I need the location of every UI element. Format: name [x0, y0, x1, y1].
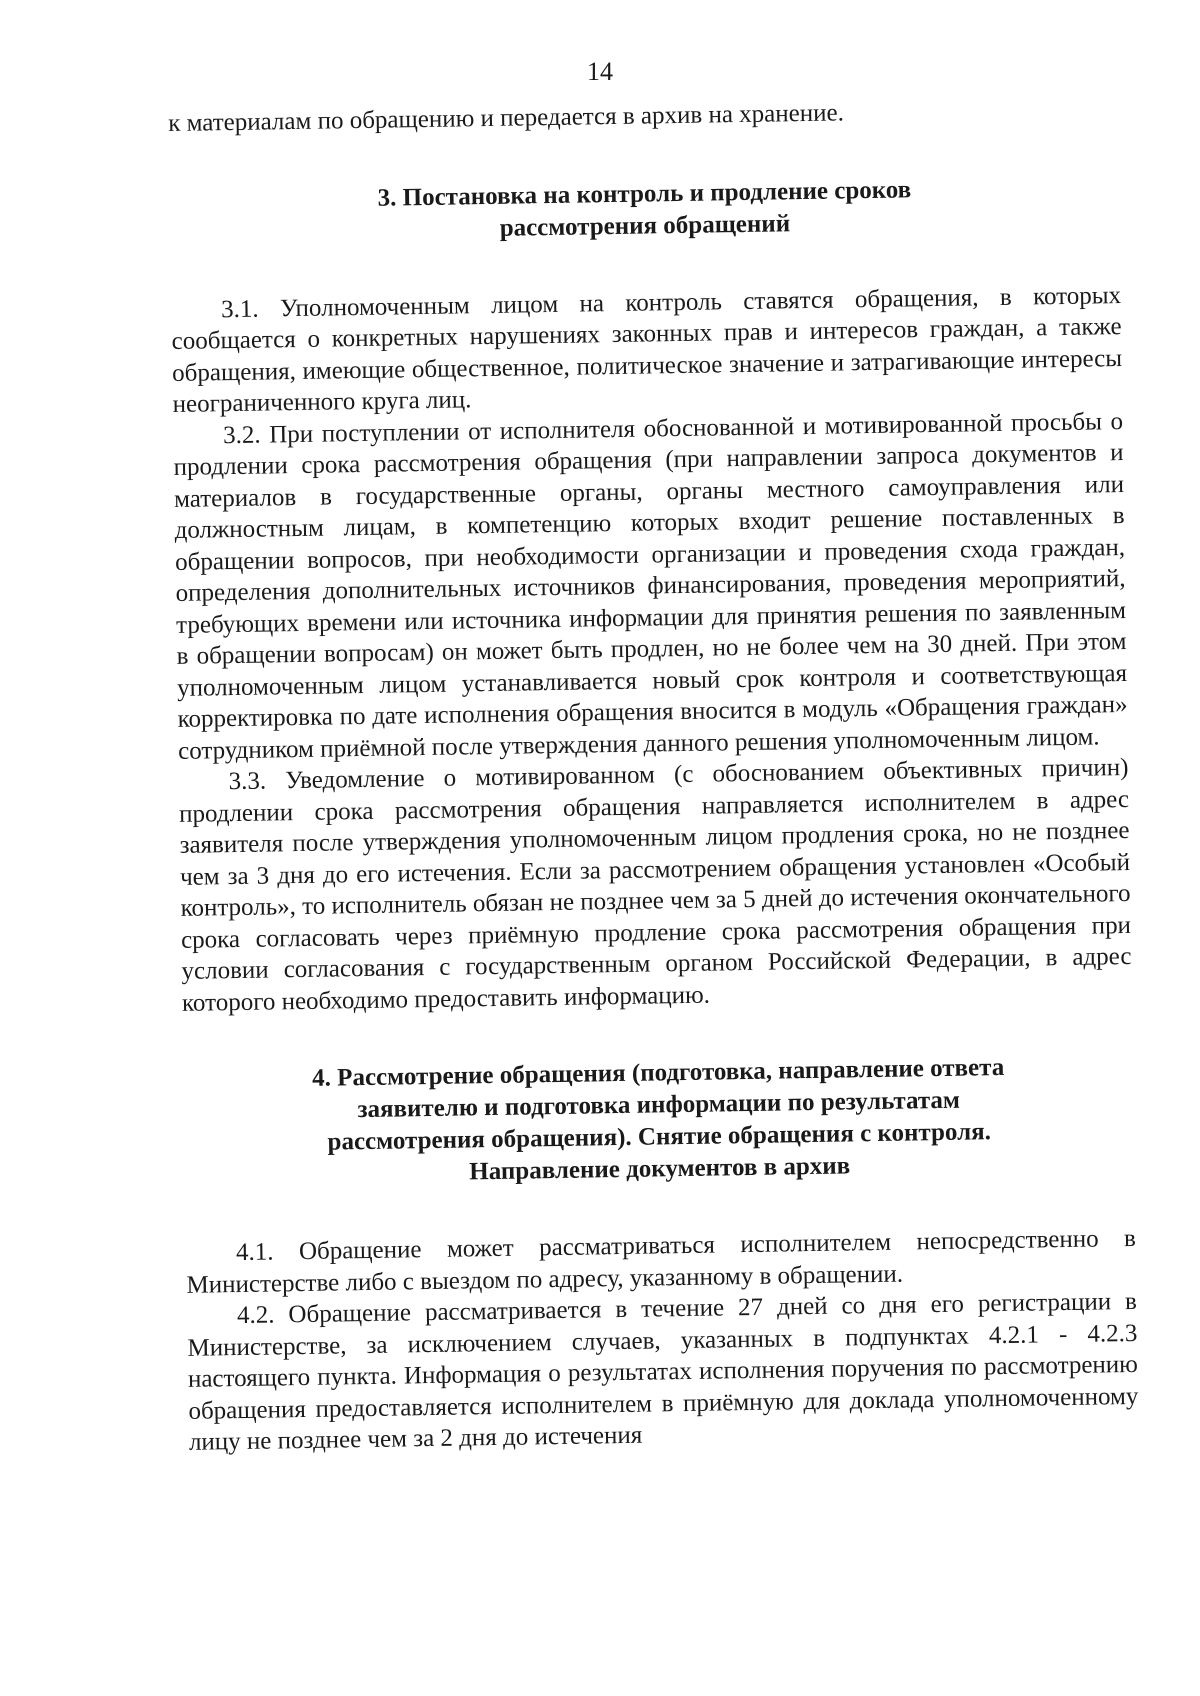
continuation-paragraph: к материалам по обращению и передается в архив на хранение.: [168, 99, 845, 137]
section-4-heading-line: Направление документов в архив: [469, 1152, 851, 1186]
paragraph-3-3: 3.3. Уведомление о мотивированном (с обоснованием объективных причин) продлении срока рассмотрения обращения направляется исполнителем в адрес заявителя после утверждения уполномоченным лицом продления срока, но не позднее чем за 3 дня до его истечения. Если за рассмотрением обращения установлен «Особый контроль», то исполнитель обязан не позднее чем за 5 дней до истечения окончательного срока согласовать через приёмную продление срока рассмотрения обращения при условии согласования с государственным органом Российской Федерации, в адрес которого необходимо предоставить информацию.: [178, 753, 1132, 1017]
document-body: [168, 93, 1139, 1458]
section-3-heading: [169, 171, 1120, 250]
section-4-heading-line: заявителю и подготовка информации по результатам: [357, 1086, 961, 1124]
paragraph-3-2: 3.2. При поступлении от исполнителя обоснованной и мотивированной просьбы о продлении срока рассмотрения обращения (при направлении запроса документов и материалов в государственные органы, органы местного самоуправления или должностным лицам, в компетенцию которых входит решение поставленных в обращении вопросов, при необходимости организации и проведения схода граждан, определения дополнительных источников финансирования, проведения мероприятий, требующих времени или источника информации для принятия решения по заявленным в обращении вопросам) он может быть продлен, но не более чем на 30 дней. При этом уполномоченным лицом устанавливается новый срок контроля и соответствующая корректировка по дате исполнения обращения вносится в модуль «Обращения граждан» сотрудником приёмной после утверждения данного решения уполномоченным лицом.: [173, 407, 1128, 765]
section-4-heading: [183, 1050, 1135, 1193]
section-3-heading-line: 3. Постановка на контроль и продление сроков: [377, 175, 912, 212]
paragraph-4-2: 4.2. Обращение рассматривается в течение 27 дней со дня его регистрации в Министерстве, за исключением случаев, указанных в подпунктах 4.2.1 - 4.2.3 настоящего пункта. Информация о результатах исполнения поручения по рассмотрению обращения предоставляется исполнителем в приёмную для доклада уполномоченному лицу не позднее чем за 2 дня до истечения: [187, 1287, 1139, 1456]
section-4-heading-line: рассмотрения обращения). Снятие обращения с контроля.: [327, 1118, 992, 1156]
paragraph-3-1: 3.1. Уполномоченным лицом на контроль ставятся обращения, в которых сообщается о конкретных нарушениях законных прав и интересов граждан, а также обращения, имеющие общественное, политическое значение и затрагивающие интересы неограниченного круга лиц.: [171, 281, 1123, 418]
section-4-heading-line: 4. Рассмотрение обращения (подготовка, направление ответа: [311, 1053, 1005, 1092]
section-3-heading-line: рассмотрения обращений: [499, 209, 791, 242]
page-number: 14: [587, 57, 613, 86]
paragraph-4-1: 4.1. Обращение может рассматриваться исполнителем непосредственно в Министерстве либо с выездом по адресу, указанному в обращении.: [186, 1224, 1137, 1299]
